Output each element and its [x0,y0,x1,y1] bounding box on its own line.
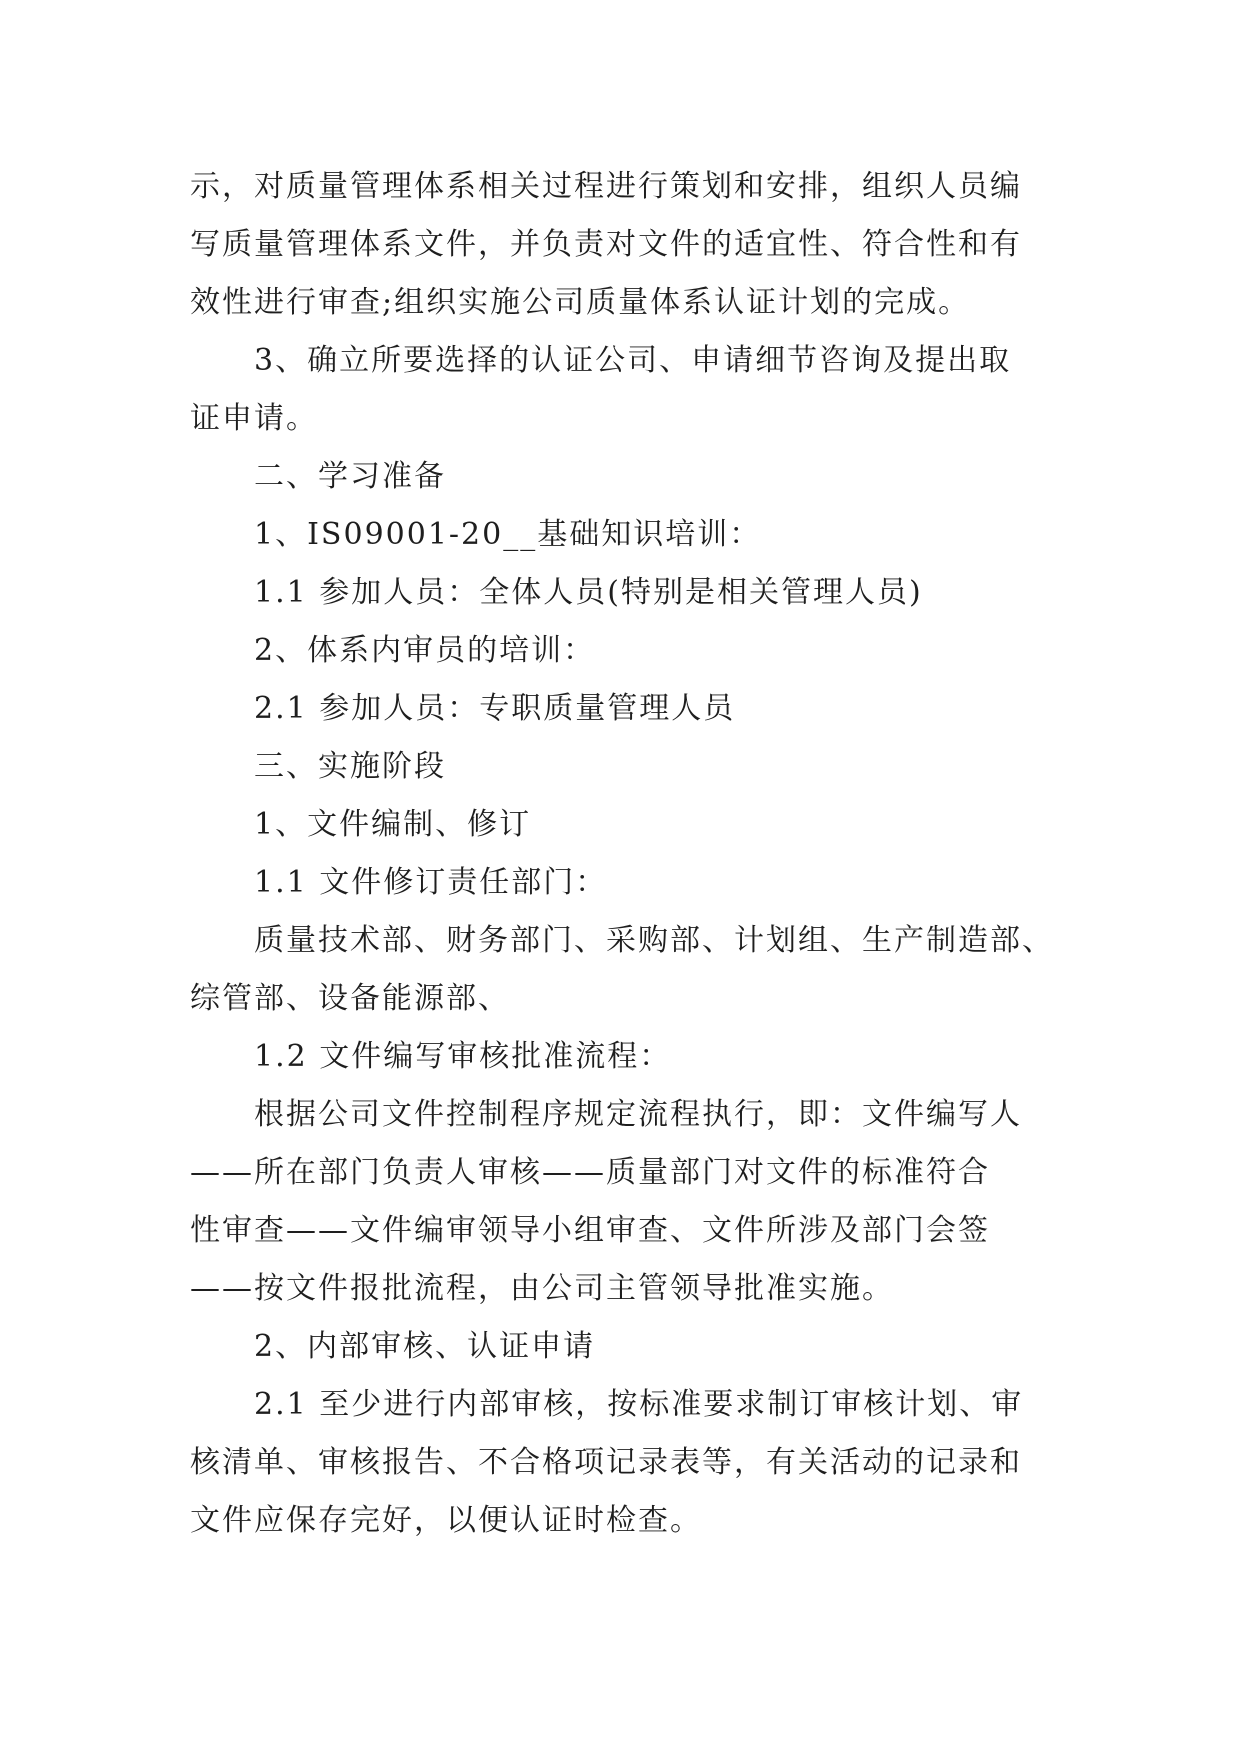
document-body [190,158,1054,1550]
subsection-heading: 1、文件编制、修订 [254,807,532,842]
text-line: 综管部、设备能源部、 [190,981,510,1016]
section-heading: 二、学习准备 [254,459,446,494]
text-line: 1.2 文件编写审核批准流程： [254,1039,672,1074]
text-line: 3、确立所要选择的认证公司、申请细节咨询及提出取 [254,343,1012,378]
text-line: 2.1 参加人员：专职质量管理人员 [254,691,736,726]
text-line: 根据公司文件控制程序规定流程执行，即：文件编写人 [254,1097,1022,1132]
subsection-heading: 1、IS09001-20__基础知识培训： [254,517,762,552]
text-line: 性审查——文件编审领导小组审查、文件所涉及部门会签 [190,1213,990,1248]
text-line: 2.1 至少进行内部审核，按标准要求制订审核计划、审 [254,1387,1024,1422]
text-line: ——所在部门负责人审核——质量部门对文件的标准符合 [190,1155,990,1190]
text-line: 1.1 文件修订责任部门： [254,865,608,900]
subsection-heading: 2、内部审核、认证申请 [254,1329,596,1364]
text-line: 证申请。 [190,401,318,436]
text-line: 质量技术部、财务部门、采购部、计划组、生产制造部、 [254,923,1054,958]
section-heading: 三、实施阶段 [254,749,446,784]
text-line: 文件应保存完好，以便认证时检查。 [190,1503,702,1538]
text-line: 1.1 参加人员：全体人员(特别是相关管理人员) [254,575,923,610]
text-line: 示，对质量管理体系相关过程进行策划和安排，组织人员编 [190,169,1022,204]
text-line: 写质量管理体系文件，并负责对文件的适宜性、符合性和有 [190,227,1022,262]
subsection-heading: 2、体系内审员的培训： [254,633,596,668]
text-line: 核清单、审核报告、不合格项记录表等，有关活动的记录和 [190,1445,1022,1480]
text-line: 效性进行审查;组织实施公司质量体系认证计划的完成。 [190,285,971,320]
text-line: ——按文件报批流程，由公司主管领导批准实施。 [190,1271,894,1306]
